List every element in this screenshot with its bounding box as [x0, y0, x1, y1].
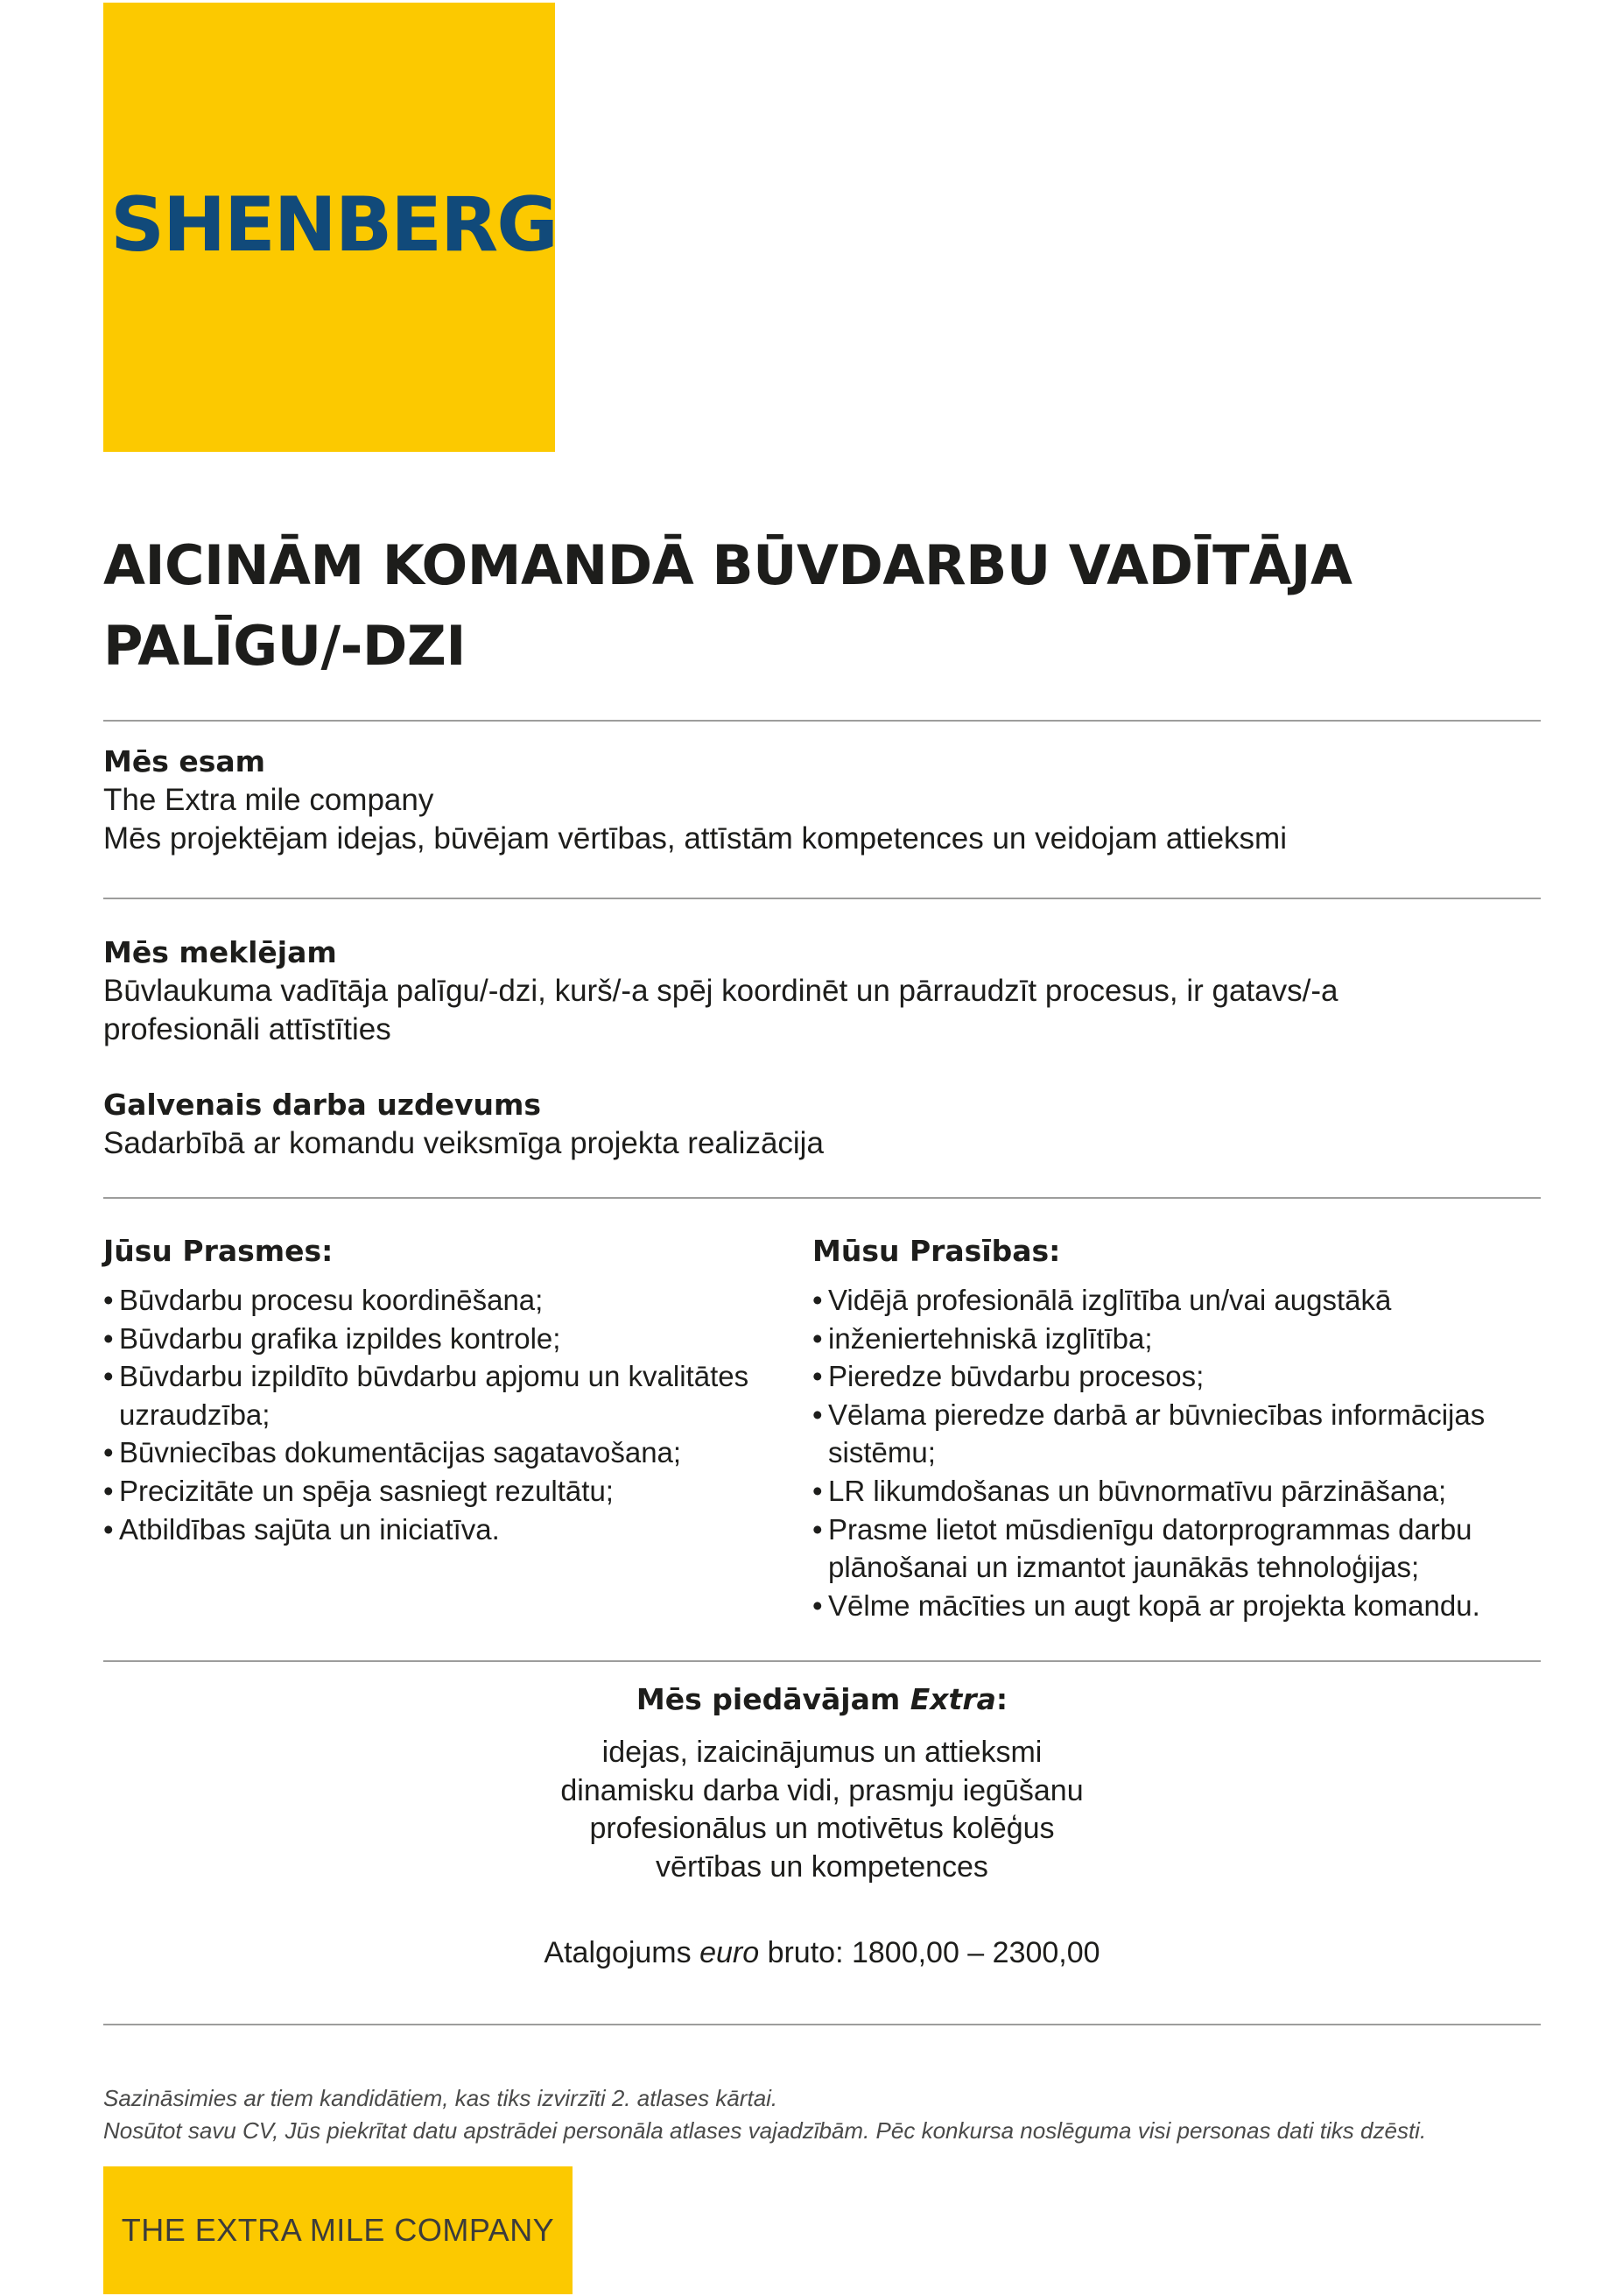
requirements-list	[812, 1281, 1513, 1624]
footer-banner	[103, 2166, 573, 2294]
offer-line: idejas, izaicinājumus un attieksmi	[601, 1736, 1043, 1769]
salary-range: bruto: 1800,00 – 2300,00	[759, 1936, 1100, 1969]
main-task-heading: Galvenais darba uzdevums	[103, 1088, 542, 1122]
list-item: • inženiertehniskā izglītība;	[812, 1320, 1513, 1358]
title-line-2: PALĪGU/-DZI	[103, 614, 466, 678]
skills-column	[103, 1232, 786, 1548]
offer-section	[103, 1680, 1541, 1886]
divider	[103, 720, 1541, 722]
seeking-section	[103, 933, 1539, 1049]
company-logo: SHENBERG	[110, 180, 557, 269]
seeking-line-1: Būvlaukuma vadītāja palīgu/-dzi, kurš/-a spēj koordinēt un pārraudzīt procesus, ir gatavs/-a	[103, 974, 1338, 1008]
offer-heading-emphasis: Extra	[910, 1682, 996, 1716]
main-task-line: Sadarbībā ar komandu veiksmīga projekta realizācija	[103, 1126, 824, 1160]
footer-tagline: THE EXTRA MILE COMPANY	[121, 2212, 555, 2248]
salary-currency: euro	[699, 1936, 760, 1969]
requirements-heading: Mūsu Prasības:	[812, 1234, 1061, 1268]
offer-heading-prefix: Mēs piedāvājam	[636, 1682, 910, 1716]
list-item: • Būvdarbu procesu koordinēšana;	[103, 1281, 786, 1320]
logo-box	[103, 3, 555, 452]
list-item: • Prasme lietot mūsdienīgu datorprogrammas darbu plānošanai un izmantot jaunākās tehnoloģijas;	[812, 1511, 1513, 1587]
list-item: • Vēlme mācīties un augt kopā ar projekta komandu.	[812, 1587, 1513, 1625]
divider	[103, 1660, 1541, 1662]
about-section	[103, 743, 1539, 858]
offer-heading	[103, 1680, 1541, 1720]
requirements-column	[812, 1232, 1513, 1624]
list-item: • Būvdarbu izpildīto būvdarbu apjomu un kvalitātes uzraudzība;	[103, 1357, 786, 1433]
about-line-2: Mēs projektējam idejas, būvējam vērtības, attīstām kompetences un veidojam attieksmi	[103, 821, 1287, 856]
list-item: • Precizitāte un spēja sasniegt rezultātu;	[103, 1472, 786, 1511]
divider	[103, 898, 1541, 899]
list-item: • Būvniecības dokumentācijas sagatavošana;	[103, 1433, 786, 1472]
salary-prefix: Atalgojums	[544, 1936, 700, 1969]
divider	[103, 2024, 1541, 2025]
list-item: • Pieredze būvdarbu procesos;	[812, 1357, 1513, 1396]
seeking-heading: Mēs meklējam	[103, 935, 337, 969]
main-task-section	[103, 1086, 1539, 1163]
offer-line: profesionālus un motivētus kolēģus	[589, 1812, 1055, 1845]
title-line-1: AICINĀM KOMANDĀ BŪVDARBU VADĪTĀJA	[103, 533, 1352, 597]
page-title	[103, 525, 1539, 687]
seeking-line-2: profesionāli attīstīties	[103, 1012, 391, 1046]
offer-heading-suffix: :	[995, 1682, 1008, 1716]
divider	[103, 1197, 1541, 1199]
footnote-line-2: Nosūtot savu CV, Jūs piekrītat datu apstrādei personāla atlases vajadzībām. Pēc konkursa noslēguma visi personas dati tiks dzēsti.	[103, 2117, 1427, 2144]
list-item: • LR likumdošanas un būvnormatīvu pārzināšana;	[812, 1472, 1513, 1511]
about-line-1: The Extra mile company	[103, 783, 434, 817]
offer-line: vērtības un kompetences	[656, 1849, 988, 1884]
skills-list	[103, 1281, 786, 1548]
list-item: • Vidējā profesionālā izglītība un/vai augstākā	[812, 1281, 1513, 1320]
list-item: • Būvdarbu grafika izpildes kontrole;	[103, 1320, 786, 1358]
about-heading: Mēs esam	[103, 744, 266, 778]
skills-heading: Jūsu Prasmes:	[103, 1234, 334, 1268]
offer-line: dinamisku darba vidi, prasmju iegūšanu	[560, 1773, 1084, 1807]
salary-text	[103, 1933, 1541, 1973]
footnote-line-1: Sazināsimies ar tiem kandidātiem, kas tiks izvirzīti 2. atlases kārtai.	[103, 2085, 778, 2111]
list-item: • Atbildības sajūta un iniciatīva.	[103, 1511, 786, 1549]
footnote	[103, 2082, 1591, 2147]
list-item: • Vēlama pieredze darbā ar būvniecības informācijas sistēmu;	[812, 1396, 1513, 1472]
